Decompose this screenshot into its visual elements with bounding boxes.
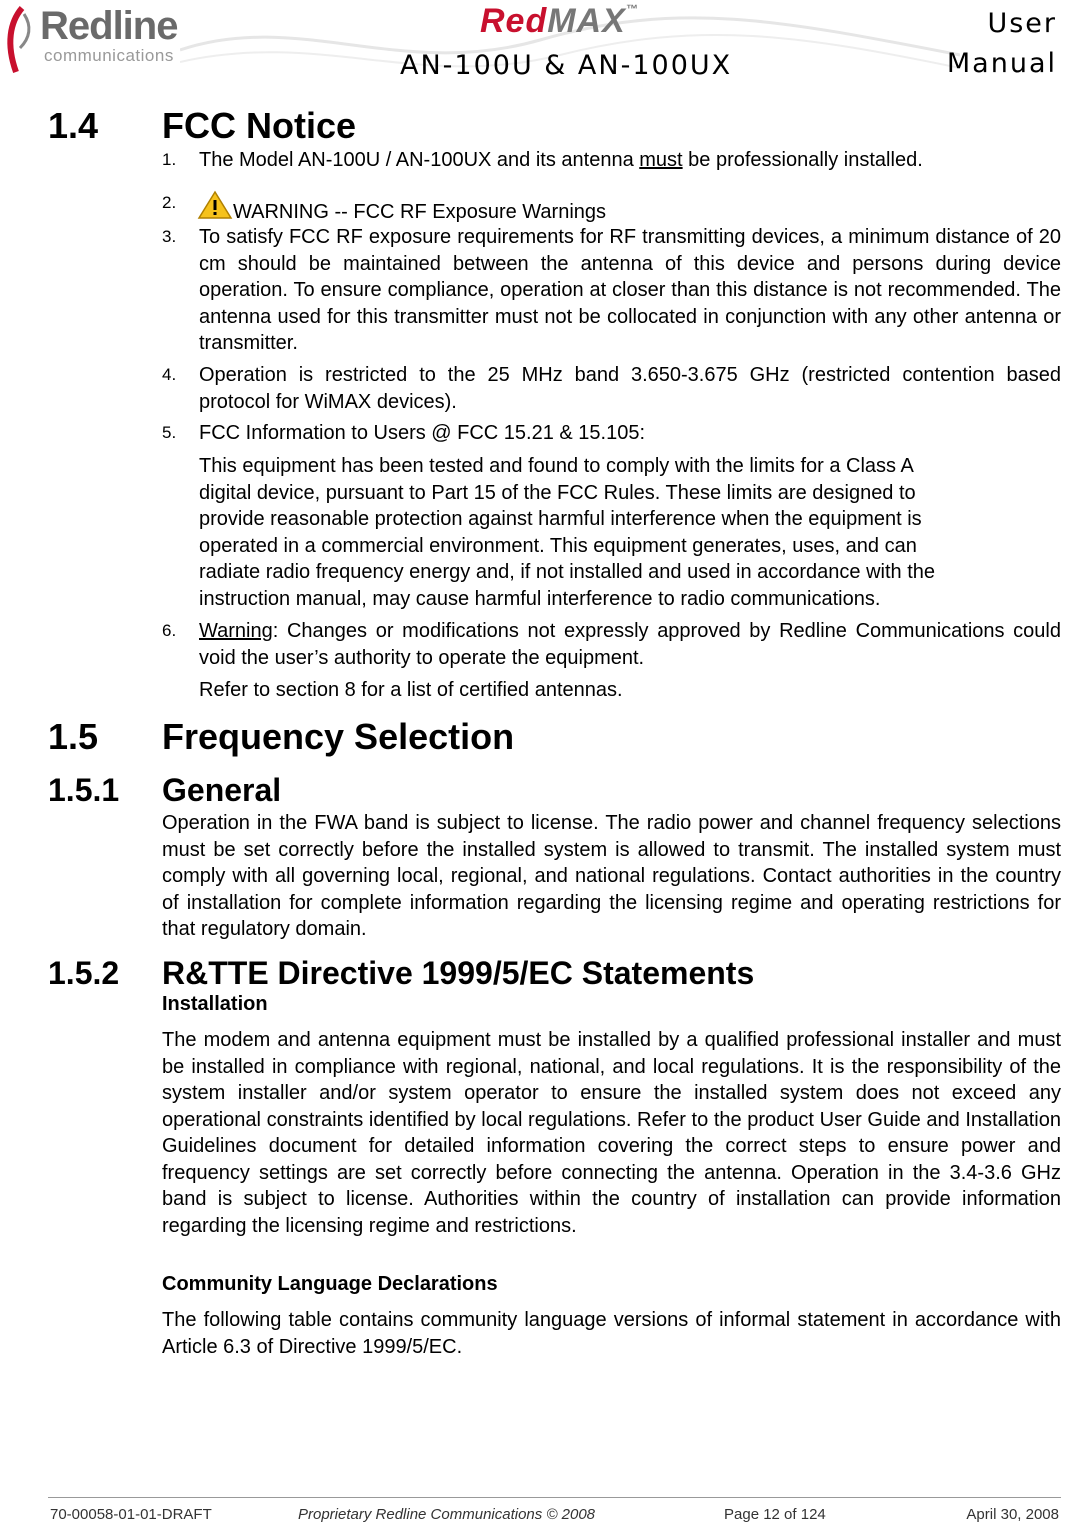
list-item: 6. Warning: Changes or modifications not expressly approved by Redline Communications could void the user’s authority to operate the equipment. (162, 620, 1061, 669)
redline-logo (0, 0, 210, 80)
product-name: AN-100U & AN-100UX (400, 50, 733, 81)
installation-paragraph: The modem and antenna equipment must be installed by a qualified professional installer and must be installed in compliance with regional, national, and local regulations. It is the responsibility of the system installer and/or system operator to ensure the installed system does not exceed any operational constraints identified by local regulations. Refer to the product User Guide and Installation Guidelines document for detailed information covering the correct steps to ensure power and frequency settings are set correctly before connecting the antenna. Operation in the 3.4-3.6 GHz band is subject to license. Authorities within the country of installation can provide information regarding the licensing regime and restrictions. (162, 1029, 1061, 1237)
logo-name: Redline (40, 4, 178, 48)
footer-date: April 30, 2008 (966, 1506, 1059, 1523)
document-type: User Manual (946, 8, 1057, 79)
footer-doc-id: 70-00058-01-01-DRAFT (50, 1506, 212, 1523)
redline-swoosh-icon (2, 4, 42, 76)
footer-divider (48, 1497, 1061, 1498)
list-item: 5. FCC Information to Users @ FCC 15.21 & 15.105: (162, 422, 646, 444)
list-item: 1. The Model AN-100U / AN-100UX and its antenna must be professionally installed. (162, 149, 923, 171)
list-item: 4. Operation is restricted to the 25 MHz band 3.650-3.675 GHz (restricted contention based protocol for WiMAX devices). (162, 364, 1061, 413)
fcc-information-text: This equipment has been tested and found to comply with the limits for a Class A digital device, pursuant to Part 15 of the FCC Rules. These limits are designed to provide reasonable protection against harmful interference when the equipment is operated in a commercial environment. This equipment generates, uses, and can radiate radio frequency energy and, if not installed and used in accordance with the instruction manual, may cause harmful interference to radio communications. (199, 455, 936, 610)
page-header (0, 0, 1065, 90)
general-paragraph: Operation in the FWA band is subject to license. The radio power and channel frequency selections must be set correctly before the installed system is allowed to transmit. The installed system must comply with all governing local, regional, and national regulations. Contact authorities in the country of installation for complete information regarding the licensing regime and operating restrictions for that regulatory domain. (162, 812, 1061, 940)
warning-triangle-icon (197, 190, 233, 220)
list-item: 2. WARNING -- FCC RF Exposure Warnings (162, 190, 1061, 226)
logo-subtitle: communications (44, 46, 174, 65)
community-language-heading: Community Language Declarations (162, 1273, 498, 1295)
redmax-logo: RedMAX™ (480, 2, 639, 40)
list-item: 3. To satisfy FCC RF exposure requirements for RF transmitting devices, a minimum distance of 20 cm should be maintained between the antenna of this device and persons during device operation. To ensure compliance, operation at closer than this distance is not recommended. The antenna used for this transmitter must not be collocated in conjunction with any other antenna or transmitter. (162, 226, 1061, 354)
installation-heading: Installation (162, 993, 268, 1015)
community-language-paragraph: The following table contains community language versions of informal statement in accordance with Article 6.3 of Directive 1999/5/EC. (162, 1309, 1061, 1358)
footer-page-number: Page 12 of 124 (724, 1506, 826, 1523)
footer-proprietary: Proprietary Redline Communications © 2008 (298, 1506, 596, 1523)
antenna-reference: Refer to section 8 for a list of certified antennas. (199, 679, 623, 701)
